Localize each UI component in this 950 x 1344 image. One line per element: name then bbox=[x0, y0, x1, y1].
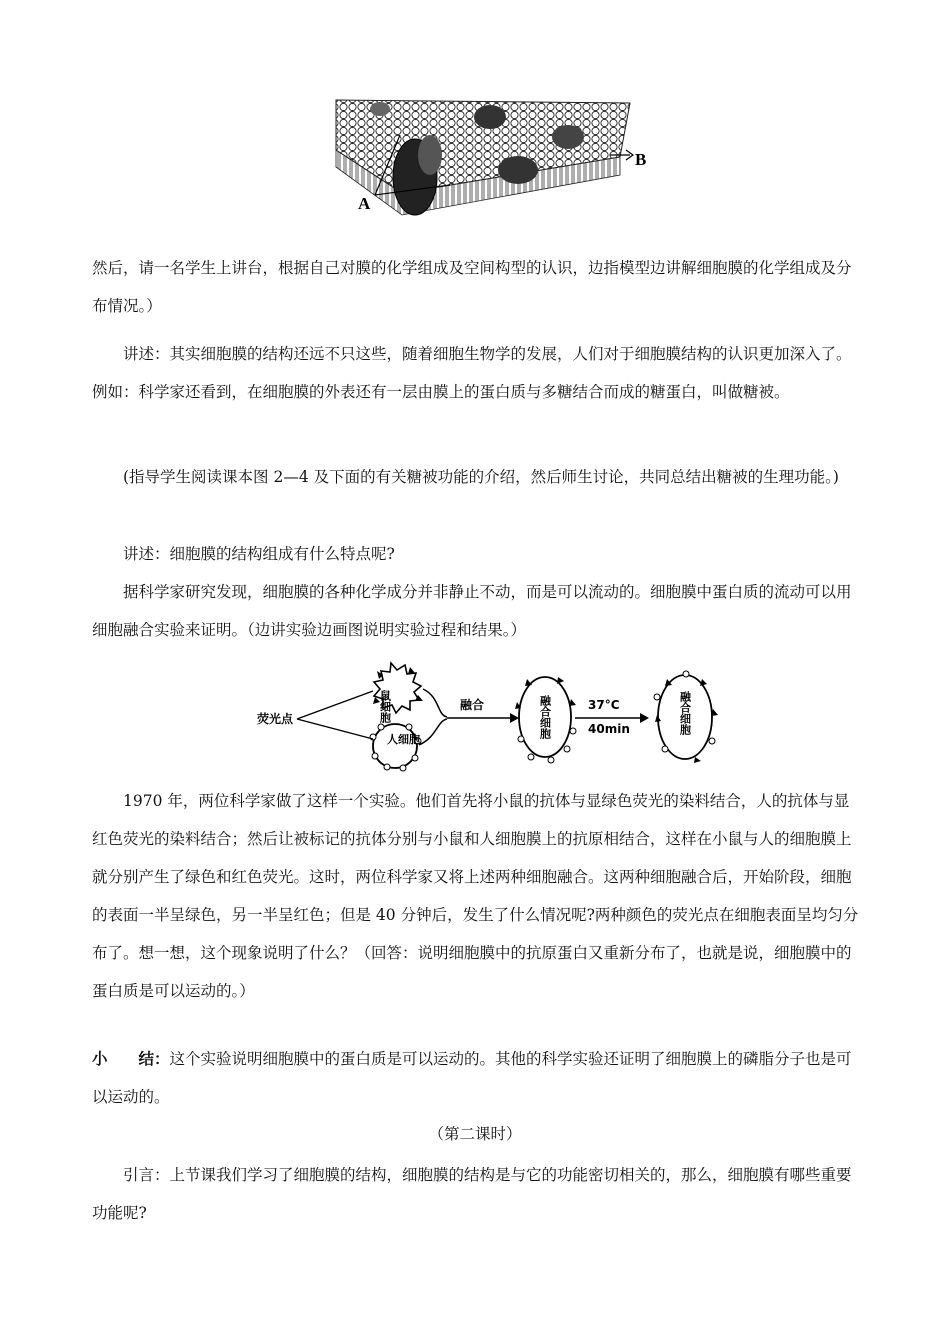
lesson2-heading: （第二课时） bbox=[428, 1125, 522, 1143]
cell-fusion-figure bbox=[255, 657, 725, 772]
paragraph-4: 讲述：细胞膜的结构组成有什么特点呢? bbox=[123, 545, 395, 563]
temp-label: 37°C bbox=[588, 698, 620, 712]
paragraph-2: 讲述：其实细胞膜的结构还远不只这些，随着细胞生物学的发展，人们对于细胞膜结构的认识更加深入了。例如：科学家还看到，在细胞膜的外表还有一层由膜上的蛋白质与多糖结合而成的糖蛋白，叫做糖被。 bbox=[92, 345, 852, 401]
human-cell bbox=[370, 724, 421, 771]
fused-cell-after bbox=[654, 671, 718, 763]
label-a: A bbox=[358, 194, 371, 213]
label-b: B bbox=[635, 150, 647, 169]
paragraph-6: 1970 年，两位科学家做了这样一个实验。他们首先将小鼠的抗体与显绿色荧光的染料结合，人的抗体与显红色荧光的染料结合；然后让被标记的抗体分别与小鼠和人细胞膜上的抗原相结合，这样在小鼠与人的细胞膜上就分别产生了绿色和红色荧光。这时，两位科学家又将上述两种细胞融合。这两种细胞融合后，开始阶段，细胞的表面一半呈绿色，另一半呈红色；但是 40 分钟后，发生了什么情况呢?两种颜色的荧光点在细胞表面呈均匀分布了。想一想，这个现象说明了什么？（回答：说明细胞膜中的抗原蛋白又重新分布了，也就是说，细胞膜中的蛋白质是可以运动的。） bbox=[92, 792, 859, 1000]
paragraph-5: 据科学家研究发现，细胞膜的各种化学成分并非静止不动，而是可以流动的。细胞膜中蛋白质的流动可以用细胞融合实验来证明。（边讲实验边画图说明实验过程和结果。） bbox=[92, 583, 852, 639]
mouse-cell-label: 鼠细胞 bbox=[378, 690, 392, 723]
time-label: 40min bbox=[588, 722, 630, 736]
summary-paragraph bbox=[92, 1040, 862, 1116]
fluor-label: 荧光点 bbox=[257, 712, 294, 726]
mouse-cell bbox=[373, 663, 423, 724]
summary-text: 这个实验说明细胞膜中的蛋白质是可以运动的。其他的科学实验还证明了细胞膜上的磷脂分子也是可以运动的。 bbox=[92, 1050, 852, 1106]
fused-cell bbox=[515, 677, 576, 763]
paragraph-3: (指导学生阅读课本图 2—4 及下面的有关糖被功能的介绍，然后师生讨论，共同总结出糖被的生理功能。) bbox=[123, 468, 839, 486]
summary-label: 小 结： bbox=[92, 1050, 170, 1068]
fused-cell-after-label: 融合细胞 bbox=[678, 691, 692, 735]
fuse-label: 融合 bbox=[460, 698, 485, 712]
human-cell-label: 人细胞 bbox=[387, 733, 420, 746]
paragraph-1: 然后，请一名学生上讲台，根据自己对膜的化学组成及空间构型的认识，边指模型边讲解细胞膜的化学组成及分布情况。） bbox=[92, 259, 852, 315]
fused-cell-label: 融合细胞 bbox=[538, 695, 552, 739]
paragraph-7: 引言：上节课我们学习了细胞膜的结构，细胞膜的结构是与它的功能密切相关的，那么，细胞膜有哪些重要功能呢? bbox=[92, 1166, 852, 1222]
membrane-figure bbox=[330, 95, 660, 220]
